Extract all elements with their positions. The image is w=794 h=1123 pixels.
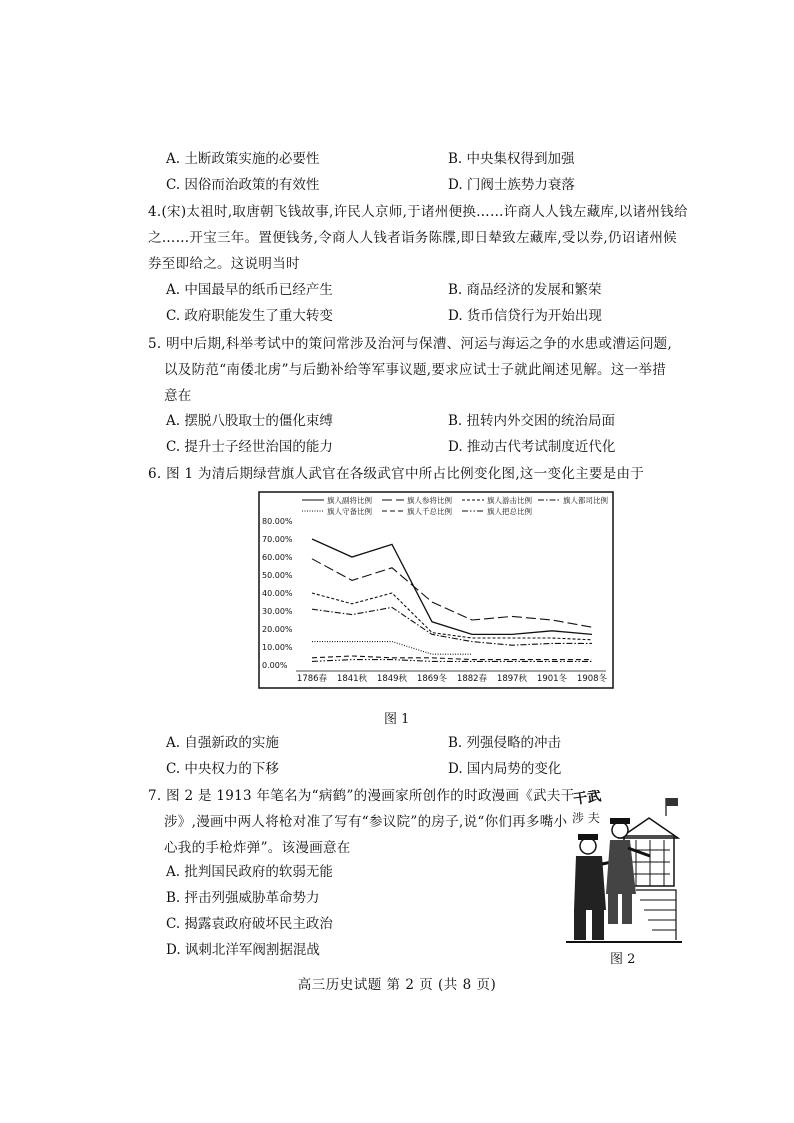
q7-option-a: A. 批判国民政府的软弱无能: [166, 864, 333, 880]
q3-option-b: B. 中央集权得到加强: [448, 151, 575, 167]
cartoon-title-1: 干武: [572, 790, 603, 808]
figure-2-label: 图 2: [610, 952, 636, 967]
q7-stem-line-2: 涉》,漫画中两人将枪对准了写有“参议院”的房子,说“你们再多嘴小: [164, 814, 568, 830]
legend-label: 旗人千总比例: [407, 507, 452, 516]
q5-stem-line-2: 以及防范“南倭北虏”与后勤补给等军事议题,要求应试士子就此阐述见解。这一举措: [164, 362, 666, 378]
q4-option-a: A. 中国最早的纸币已经产生: [166, 282, 333, 298]
figure-1-chart: [258, 491, 614, 689]
legend-label: 旗人游击比例: [487, 496, 532, 505]
y-tick-label: 20.00%: [262, 625, 293, 634]
x-tick-label: 1882春: [456, 674, 488, 684]
q6-option-c: C. 中央权力的下移: [166, 761, 279, 777]
q7-option-c: C. 揭露袁政府破坏民主政治: [166, 916, 333, 932]
page-footer: 高三历史试题 第 2 页 (共 8 页): [297, 977, 497, 993]
q4-option-b: B. 商品经济的发展和繁荣: [448, 282, 602, 298]
q4-stem-line-3: 券至即给之。这说明当时: [148, 256, 300, 272]
y-tick-label: 40.00%: [262, 589, 293, 598]
q5-option-d: D. 推动古代考试制度近代化: [448, 439, 616, 455]
x-tick-label: 1908冬: [576, 674, 608, 684]
q3-option-c: C. 因俗而治政策的有效性: [166, 177, 320, 193]
chart-svg: [258, 491, 614, 689]
figure-2-cartoon: [566, 790, 682, 948]
legend-label: 旗人守备比例: [327, 507, 372, 516]
y-tick-label: 10.00%: [262, 643, 293, 652]
q4-option-c: C. 政府职能发生了重大转变: [166, 308, 333, 324]
y-tick-label: 80.00%: [262, 517, 293, 526]
legend-label: 旗人把总比例: [487, 507, 532, 516]
series-line: [312, 607, 592, 645]
series-line: [312, 660, 592, 662]
legend-label: 旗人参将比例: [407, 496, 452, 505]
q5-option-a: A. 摆脱八股取士的僵化束缚: [166, 413, 333, 429]
q3-option-a: A. 土断政策实施的必要性: [166, 151, 320, 167]
series-line: [312, 539, 592, 634]
y-tick-label: 70.00%: [262, 535, 293, 544]
q6-option-b: B. 列强侵略的冲击: [448, 735, 562, 751]
q7-stem-line-3: 心我的手枪炸弹”。该漫画意在: [164, 840, 351, 856]
q7-option-d: D. 讽刺北洋军阀割据混战: [166, 942, 320, 958]
y-tick-label: 30.00%: [262, 607, 293, 616]
x-tick-label: 1901冬: [536, 674, 568, 684]
y-tick-label: 60.00%: [262, 553, 293, 562]
q4-option-d: D. 货币信贷行为开始出现: [448, 308, 602, 324]
q7-stem-line-1: 7. 图 2 是 1913 年笔名为“病鹤”的漫画家所创作的时政漫画《武夫干: [148, 788, 575, 804]
series-line: [312, 593, 592, 640]
y-tick-label: 50.00%: [262, 571, 293, 580]
figure-1-label: 图 1: [384, 712, 410, 727]
q4-stem-line-2: 之……开宝三年。置便钱务,令商人人钱者诣务陈牒,即日辇致左藏库,受以券,仍诏诸州候: [148, 230, 677, 246]
q3-option-d: D. 门阀士族势力衰落: [448, 177, 575, 193]
y-tick-label: 0.00%: [262, 661, 288, 670]
q5-option-b: B. 扭转内外交困的统治局面: [448, 413, 616, 429]
q5-option-c: C. 提升士子经世治国的能力: [166, 439, 333, 455]
chart-frame: [259, 492, 613, 688]
q6-option-a: A. 自强新政的实施: [166, 735, 279, 751]
q7-option-b: B. 抨击列强威胁革命势力: [166, 890, 320, 906]
x-tick-label: 1786春: [296, 674, 328, 684]
series-line: [312, 642, 472, 655]
x-tick-label: 1841秋: [336, 674, 368, 684]
q5-stem-line-1: 5. 明中后期,科举考试中的策问常涉及治河与保漕、河运与海运之争的水患或漕运问题,: [148, 336, 673, 352]
cartoon-drawing: [566, 790, 682, 948]
x-tick-label: 1897秋: [496, 674, 528, 684]
q6-option-d: D. 国内局势的变化: [448, 761, 562, 777]
legend-label: 旗人副将比例: [327, 496, 372, 505]
x-tick-label: 1869冬: [416, 674, 448, 684]
q5-stem-line-3: 意在: [164, 388, 192, 404]
cartoon-title-2: 涉 夫: [572, 811, 600, 825]
series-line: [312, 559, 592, 627]
x-tick-label: 1849秋: [376, 674, 408, 684]
legend-label: 旗人都司比例: [563, 496, 608, 505]
q4-stem-line-1: 4.(宋)太祖时,取唐朝飞钱故事,许民人京师,于诸州便换……许商人人钱左藏库,以诸州钱给: [148, 204, 688, 220]
q6-stem: 6. 图 1 为清后期绿营旗人武官在各级武官中所占比例变化图,这一变化主要是由于: [148, 466, 645, 482]
